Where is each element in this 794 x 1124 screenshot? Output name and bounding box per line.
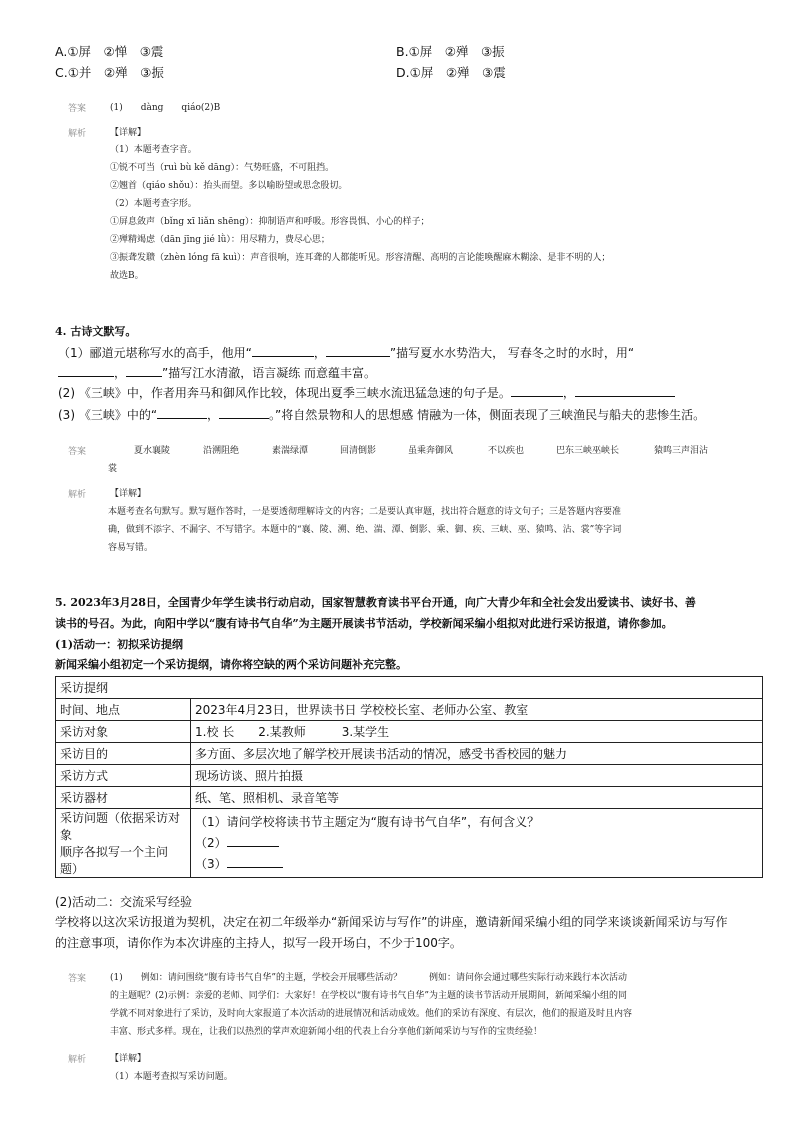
blank xyxy=(575,396,675,397)
analysis-label: 解析 xyxy=(68,490,87,500)
table-row xyxy=(56,809,763,878)
table-row xyxy=(56,677,763,699)
q4-answer: 沿溯阻绝 xyxy=(203,446,240,456)
key-line: 顺序各拟写一个主问题） xyxy=(60,845,169,876)
answer-label: 答案 xyxy=(68,974,87,984)
analysis-line: （1）本题考查字音。 xyxy=(110,145,197,155)
table-row xyxy=(56,721,763,743)
analysis-label: 解析 xyxy=(68,129,87,139)
q4-answer: 素湍绿潭 xyxy=(272,446,309,456)
blank xyxy=(219,418,269,419)
analysis-line: （1）本题考查拟写采访问题。 xyxy=(110,1072,233,1082)
q4-answer: 裳 xyxy=(108,464,118,474)
q4-answer: 虽乘奔御风 xyxy=(408,446,454,456)
blank xyxy=(126,376,162,377)
text: (3) 《三峡》中的“ xyxy=(58,408,158,422)
q4-answer: 猿鸣三声泪沾 xyxy=(654,446,709,456)
analysis-line: ②翘首（qiáo shǒu）：抬头而望。多以喻盼望或思念殷切。 xyxy=(110,181,348,191)
q4-answer: 回清倒影 xyxy=(340,446,377,456)
option-letter: B. xyxy=(396,44,409,59)
text: ， xyxy=(207,408,220,422)
table-row xyxy=(56,743,763,765)
option-text: ①屏 ②惮 ③震 xyxy=(67,44,164,59)
analysis-line: 故选B。 xyxy=(110,271,144,281)
row-key: 时间、地点 xyxy=(56,699,191,721)
option-a xyxy=(55,42,163,60)
option-b xyxy=(396,42,505,60)
answer-line: 丰富、形式多样。现在，让我们以热烈的掌声欢迎新闻小组的代表上台分享他们新闻采访与写作的宝贵经验！ xyxy=(110,1027,543,1037)
q5-intro: 读书的号召。为此，向阳中学以“腹有诗书气自华”为主题开展读书节活动，学校新闻采编小组拟对此进行采访报道，请你参加。 xyxy=(55,617,673,630)
key-line: 采访问题（依据采访对象 xyxy=(60,811,181,842)
answer-line: 学就不同对象进行了采访，及时向大家报道了本次活动的进展情况和活动成效。他们的采访有深度、有层次，他们的报道及时且内容 xyxy=(110,1009,633,1019)
activity-2-line: 的注意事项，请你作为本次讲座的主持人，拟写一段开场白，不少于100字。 xyxy=(55,936,462,950)
text: ”描写夏水水势浩大， 写春冬之时的水时，用“ xyxy=(389,346,635,360)
analysis-line: 【详解】 xyxy=(110,489,147,499)
q4-answer: 夏水襄陵 xyxy=(134,446,171,456)
option-letter: A. xyxy=(55,44,68,59)
activity-1-desc: 新闻采编小组初定一个采访提纲，请你将空缺的两个采访问题补充完整。 xyxy=(55,658,407,671)
blank xyxy=(227,867,283,868)
text: 。”将自然景物和人的思想感 情融为一体，侧面表现了三峡渔民与船夫的悲惨生活。 xyxy=(269,408,706,422)
activity-2-title: (2)活动二：交流采写经验 xyxy=(55,895,192,909)
option-text: ①并 ②殚 ③振 xyxy=(67,65,164,80)
blank xyxy=(326,356,390,357)
table-row xyxy=(56,787,763,809)
row-key: 采访目的 xyxy=(56,743,191,765)
analysis-line: ③振聋发聩（zhèn lóng fā kuì）：声音很响，连耳聋的人都能听见。形容清醒、高明的言论能唤醒麻木糊涂、是非不明的人； xyxy=(110,253,611,263)
answer-label: 答案 xyxy=(68,104,87,114)
answer-line: (1) 例如：请问围绕“腹有诗书气自华”的主题，学校会开展哪些活动？ 例如：请问你会通过哪些实际行动来践行本次活动 xyxy=(110,973,627,983)
analysis-label: 解析 xyxy=(68,1055,87,1065)
analysis-line: 【详解】 xyxy=(110,1054,147,1064)
text: ”描写江水清澈，语言凝练 而意蕴丰富。 xyxy=(162,366,377,380)
question-2: （2） xyxy=(195,833,758,854)
analysis-line: ①锐不可当（ruì bù kě dāng）：气势旺盛，不可阻挡。 xyxy=(110,163,335,173)
analysis-line: ①屏息敛声（bǐng xī liǎn shēng）：抑制语声和呼吸。形容畏惧、小心的样子； xyxy=(110,217,430,227)
question-3: （3） xyxy=(195,854,758,875)
text: （1）郦道元堪称写水的高手，他用“ xyxy=(58,346,252,360)
q4-line-1 xyxy=(58,344,634,361)
option-d xyxy=(396,63,506,81)
table-row xyxy=(56,765,763,787)
q4-line-3 xyxy=(58,384,675,401)
activity-1-title: (1)活动一：初拟采访提纲 xyxy=(55,638,184,651)
table-header: 采访提纲 xyxy=(56,677,763,699)
analysis-line: ②殚精竭虑（dān jīng jié lǜ）：用尽精力，费尽心思； xyxy=(110,235,330,245)
row-value xyxy=(191,809,763,878)
analysis-line: （2）本题考查字形。 xyxy=(110,199,197,209)
blank xyxy=(157,418,207,419)
interview-outline-table xyxy=(55,676,763,878)
q5-intro: 5. 2023年3月28日，全国青少年学生读书行动启动，国家智慧教育读书平台开通，向广大青少年和全社会发出爱读书、读好书、善 xyxy=(55,596,696,609)
text: ， xyxy=(562,386,575,400)
row-value: 2023年4月23日，世界读书日 学校校长室、老师办公室、教室 xyxy=(191,699,763,721)
activity-2-line: 学校将以这次采访报道为契机，决定在初二年级举办“新闻采访与写作”的讲座，邀请新闻采编小组的同学来谈谈新闻采访与写作 xyxy=(55,915,728,929)
question-1: （1）请问学校将读书节主题定为“腹有诗书气自华”，有何含义？ xyxy=(195,814,540,829)
table-row xyxy=(56,699,763,721)
q4-line-4 xyxy=(58,406,705,423)
option-c xyxy=(55,63,164,81)
blank xyxy=(511,396,563,397)
q4-line-2 xyxy=(58,364,376,381)
row-value: 多方面、多层次地了解学校开展读书活动的情况，感受书香校园的魅力 xyxy=(191,743,763,765)
row-value: 现场访谈、照片拍摄 xyxy=(191,765,763,787)
text: ， xyxy=(114,366,127,380)
analysis-line: 【详解】 xyxy=(110,128,147,138)
option-letter: D. xyxy=(396,65,410,80)
row-key: 采访对象 xyxy=(56,721,191,743)
q4-answer: 不以疾也 xyxy=(488,446,525,456)
option-text: ①屏 ②殚 ③振 xyxy=(408,44,505,59)
answer-label: 答案 xyxy=(68,447,87,457)
text: (2) 《三峡》中，作者用奔马和御风作比较，体现出夏季三峡水流迅猛急速的句子是。 xyxy=(58,386,511,400)
answer-line: 的主题呢？(2)示例：亲爱的老师、同学们：大家好！在学校以“腹有诗书气自华”为主题的读书节活动开展期间，新闻采编小组的同 xyxy=(110,991,627,1001)
row-key: 采访方式 xyxy=(56,765,191,787)
row-value: 纸、笔、照相机、录音笔等 xyxy=(191,787,763,809)
blank xyxy=(252,356,314,357)
row-key: 采访器材 xyxy=(56,787,191,809)
text: ， xyxy=(313,346,326,360)
q4-title: 4. 古诗文默写。 xyxy=(55,325,137,338)
blank xyxy=(58,376,114,377)
analysis-line: 容易写错。 xyxy=(108,543,154,553)
q3-answer: (1) dàng qiáo(2)B xyxy=(110,103,221,113)
analysis-line: 确，做到不添字、不漏字、不写错字。本题中的“襄、陵、溯、绝、湍、潭、倒影、乘、御、疾、三峡、巫、猿鸣、沾、裳”等字词 xyxy=(108,525,622,535)
blank xyxy=(227,846,279,847)
option-text: ①屏 ②殚 ③震 xyxy=(409,65,506,80)
row-value: 1.校 长 2.某教师 3.某学生 xyxy=(191,721,763,743)
option-letter: C. xyxy=(55,65,68,80)
analysis-line: 本题考查名句默写。默写题作答时，一是要透彻理解诗文的内容；二是要认真审题，找出符合题意的诗文句子；三是答题内容要准 xyxy=(108,507,622,517)
q4-answer: 巴东三峡巫峡长 xyxy=(556,446,620,456)
row-key xyxy=(56,809,191,878)
